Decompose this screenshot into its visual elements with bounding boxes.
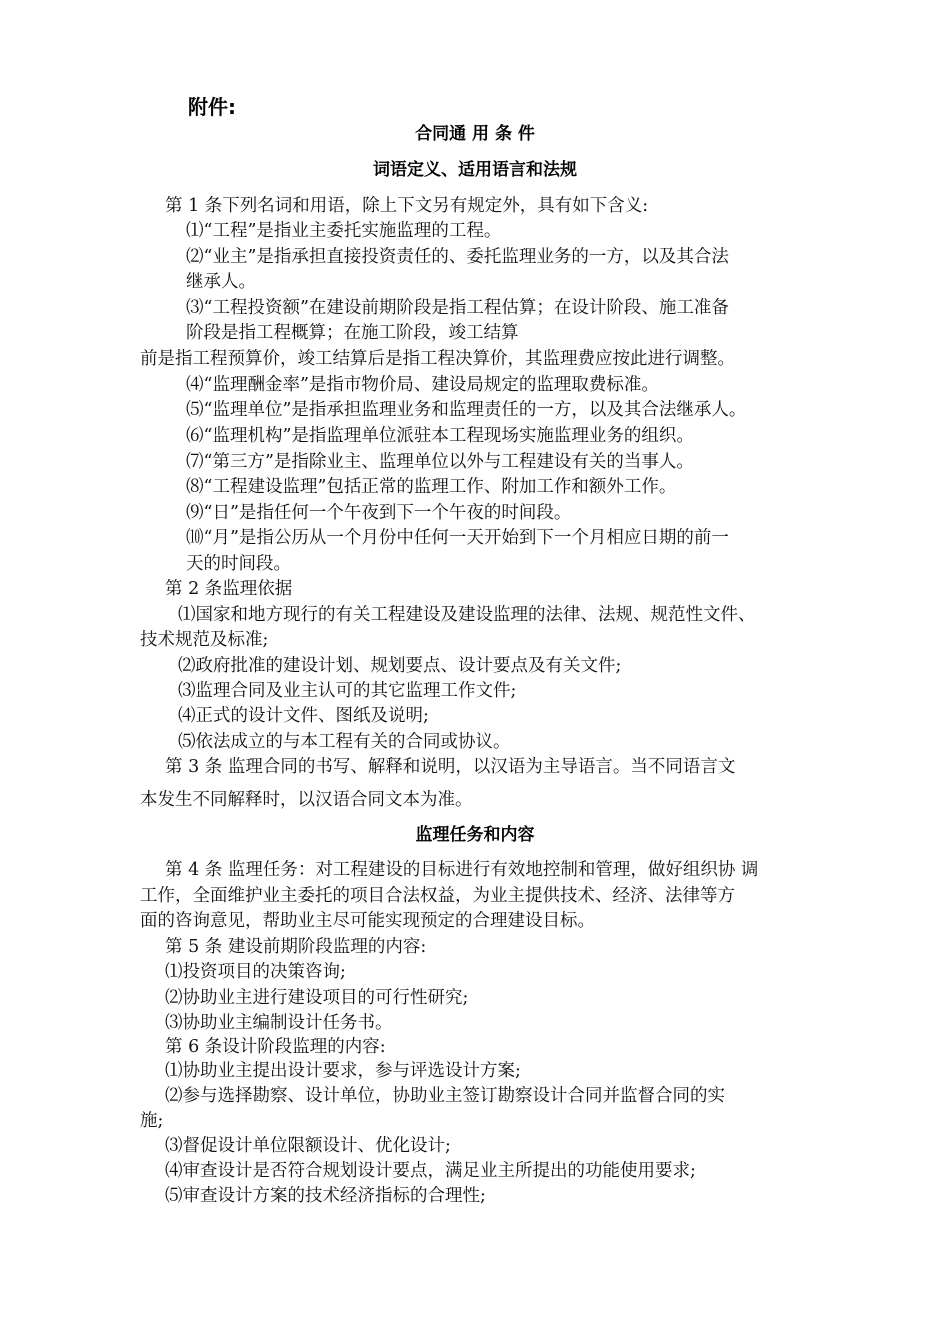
preconstruction-3: ⑶协助业主编制设计任务书。 — [165, 1013, 393, 1033]
definition-3-cont2: 前是指工程预算价，竣工结算后是指工程决算价，其监理费应按此进行调整。 — [140, 349, 735, 369]
basis-1-cont: 技术规范及标准; — [140, 630, 269, 650]
design-4: ⑷审查设计是否符合规划设计要点，满足业主所提出的功能使用要求; — [165, 1161, 696, 1181]
article-4: 第 4 条 监理任务：对工程建设的目标进行有效地控制和管理，做好组织协 调 — [165, 860, 759, 880]
design-3: ⑶督促设计单位限额设计、优化设计; — [165, 1136, 451, 1156]
article-3: 第 3 条 监理合同的书写、解释和说明，以汉语为主导语言。当不同语言文 — [165, 757, 736, 777]
definition-2: ⑵“业主”是指承担直接投资责任的、委托监理业务的一方，以及其合法 — [186, 247, 729, 267]
definition-2-cont: 继承人。 — [186, 272, 256, 292]
article-2-heading: 第 2 条监理依据 — [165, 579, 293, 599]
design-5: ⑸审查设计方案的技术经济指标的合理性; — [165, 1186, 486, 1206]
article-3-cont: 本发生不同解释时，以汉语合同文本为准。 — [140, 790, 473, 810]
definition-8: ⑻“工程建设监理”包括正常的监理工作、附加工作和额外工作。 — [186, 477, 677, 497]
definition-10-cont: 天的时间段。 — [186, 554, 291, 574]
definition-5: ⑸“监理单位”是指承担监理业务和监理责任的一方，以及其合法继承人。 — [186, 400, 747, 420]
definition-9: ⑼“日”是指任何一个午夜到下一个午夜的时间段。 — [186, 503, 572, 523]
section-heading-tasks: 监理任务和内容 — [415, 825, 535, 845]
article-4-cont: 工作，全面维护业主委托的项目合法权益，为业主提供技术、经济、法律等方 — [140, 886, 735, 906]
article-1-intro: 第 1 条下列名词和用语，除上下文另有规定外，具有如下含义: — [165, 196, 649, 216]
definition-7: ⑺“第三方”是指除业主、监理单位以外与工程建设有关的当事人。 — [186, 452, 694, 472]
section-heading-definitions: 词语定义、适用语言和法规 — [373, 160, 577, 180]
design-2-cont: 施; — [140, 1111, 164, 1131]
basis-2: ⑵政府批准的建设计划、规划要点、设计要点及有关文件; — [178, 656, 622, 676]
attachment-label: 附件: — [188, 95, 236, 119]
article-5-heading: 第 5 条 建设前期阶段监理的内容: — [165, 937, 427, 957]
article-4-cont2: 面的咨询意见，帮助业主尽可能实现预定的合理建设目标。 — [140, 911, 595, 931]
basis-1: ⑴国家和地方现行的有关工程建设及建设监理的法律、法规、规范性文件、 — [178, 605, 756, 625]
preconstruction-2: ⑵协助业主进行建设项目的可行性研究; — [165, 988, 469, 1008]
design-2: ⑵参与选择勘察、设计单位，协助业主签订勘察设计合同并监督合同的实 — [165, 1086, 725, 1106]
definition-10: ⑽“月”是指公历从一个月份中任何一天开始到下一个月相应日期的前一 — [186, 528, 729, 548]
basis-5: ⑸依法成立的与本工程有关的合同或协议。 — [178, 732, 511, 752]
document-title: 合同通 用 条 件 — [415, 124, 535, 144]
design-1: ⑴协助业主提出设计要求，参与评选设计方案; — [165, 1061, 521, 1081]
preconstruction-1: ⑴投资项目的决策咨询; — [165, 962, 346, 982]
article-6-heading: 第 6 条设计阶段监理的内容: — [165, 1037, 386, 1057]
definition-1: ⑴“工程”是指业主委托实施监理的工程。 — [186, 221, 502, 241]
definition-4: ⑷“监理酬金率”是指市物价局、建设局规定的监理取费标准。 — [186, 375, 659, 395]
definition-3: ⑶“工程投资额”在建设前期阶段是指工程估算；在设计阶段、施工准备 — [186, 298, 729, 318]
definition-3-cont: 阶段是指工程概算；在施工阶段，竣工结算 — [186, 323, 519, 343]
definition-6: ⑹“监理机构”是指监理单位派驻本工程现场实施监理业务的组织。 — [186, 426, 694, 446]
basis-3: ⑶监理合同及业主认可的其它监理工作文件; — [178, 681, 517, 701]
basis-4: ⑷正式的设计文件、图纸及说明; — [178, 706, 429, 726]
